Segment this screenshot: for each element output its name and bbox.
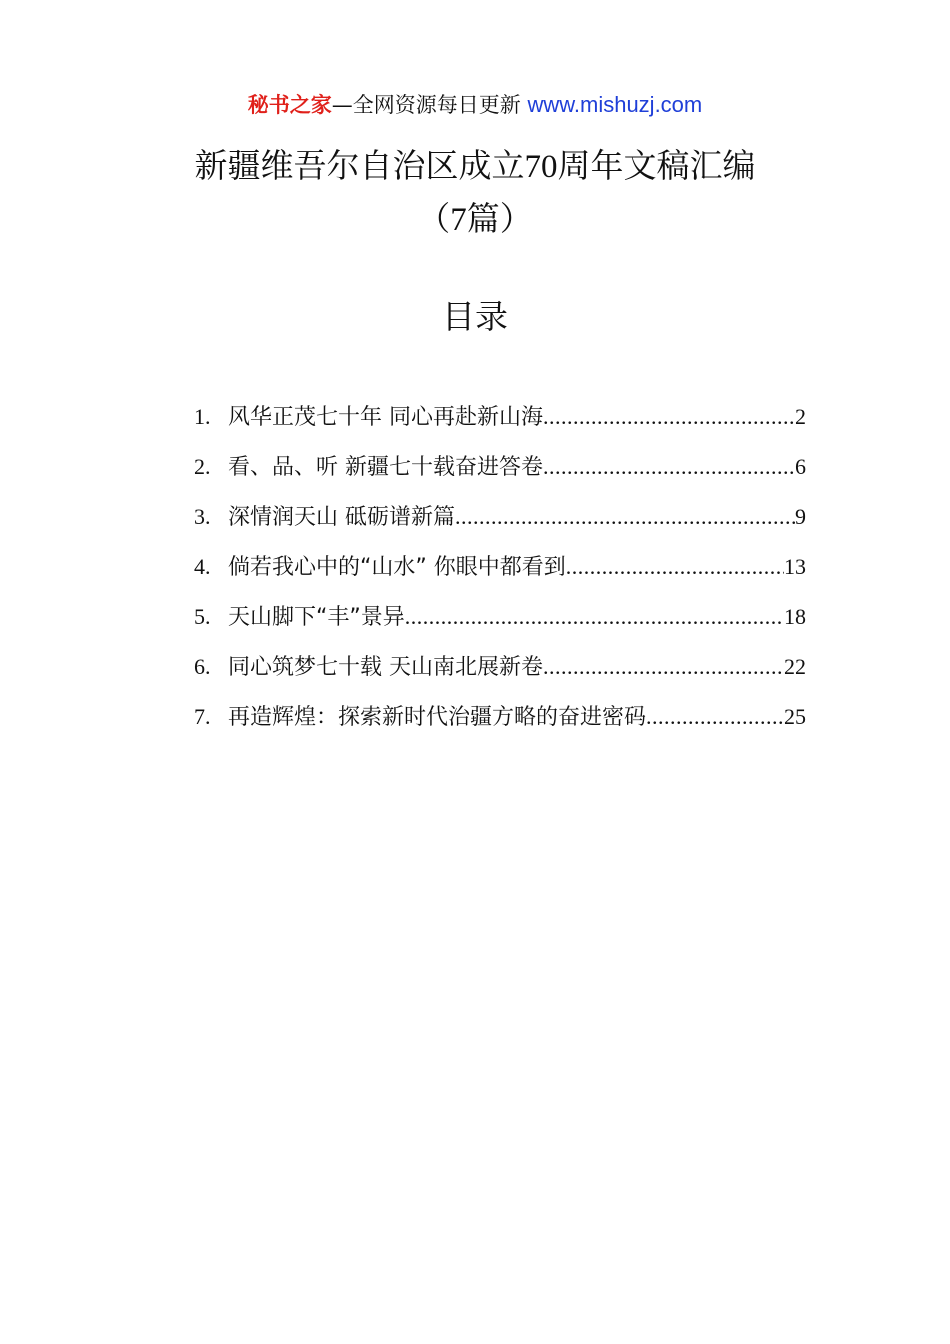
title-text-part-1: 新疆维吾尔自治区成立 bbox=[194, 146, 525, 185]
toc-dot-leader bbox=[455, 492, 795, 542]
toc-entry-2[interactable] bbox=[194, 442, 806, 492]
toc-entry-number: 7. bbox=[194, 704, 211, 729]
toc-entry-number: 2. bbox=[194, 454, 211, 479]
toc-heading: 目录 bbox=[442, 297, 508, 336]
toc-entry-title: 同心筑梦七十载 天山南北展新卷 bbox=[228, 655, 543, 680]
toc-entry-4[interactable] bbox=[194, 542, 806, 592]
toc-entry-page: 6 bbox=[795, 454, 806, 479]
toc-entry-7[interactable] bbox=[194, 692, 806, 742]
toc-entry-title: 再造辉煌：探索新时代治疆方略的奋进密码 bbox=[228, 705, 647, 730]
toc-list bbox=[194, 392, 806, 742]
brand-name: 秘书之家 bbox=[247, 93, 332, 117]
toc-dot-leader bbox=[646, 692, 784, 742]
site-header bbox=[0, 88, 950, 122]
toc-dot-leader bbox=[543, 392, 795, 442]
toc-dot-leader bbox=[543, 642, 784, 692]
title-anniversary-number: 70 bbox=[524, 149, 558, 185]
toc-entry-5[interactable] bbox=[194, 592, 806, 642]
toc-entry-title: 倘若我心中的“山水” 你眼中都看到 bbox=[228, 555, 566, 580]
toc-entry-page: 22 bbox=[784, 654, 806, 679]
toc-entry-title: 深情润天山 砥砺谱新篇 bbox=[228, 505, 455, 530]
toc-entry-page: 25 bbox=[784, 704, 806, 729]
toc-dot-leader bbox=[566, 542, 784, 592]
toc-entry-page: 13 bbox=[784, 554, 806, 579]
toc-dot-leader bbox=[405, 592, 784, 642]
toc-entry-title: 风华正茂七十年 同心再赴新山海 bbox=[228, 405, 543, 430]
toc-entry-number: 4. bbox=[194, 554, 211, 579]
toc-entry-page: 18 bbox=[784, 604, 806, 629]
title-paren-close: ） bbox=[499, 199, 533, 238]
title-article-count: 7 bbox=[450, 202, 467, 238]
document-title bbox=[0, 140, 950, 246]
toc-entry-page: 2 bbox=[795, 404, 806, 429]
toc-entry-title: 天山脚下“丰”景异 bbox=[228, 605, 405, 630]
site-url-link[interactable]: www.mishuzj.com bbox=[527, 92, 703, 117]
toc-entry-number: 3. bbox=[194, 504, 211, 529]
title-paren-open: （ bbox=[417, 199, 451, 238]
toc-entry-1[interactable] bbox=[194, 392, 806, 442]
toc-entry-number: 1. bbox=[194, 404, 211, 429]
header-slogan: —全网资源每日更新 bbox=[331, 93, 521, 117]
toc-entry-number: 5. bbox=[194, 604, 211, 629]
toc-entry-6[interactable] bbox=[194, 642, 806, 692]
toc-entry-number: 6. bbox=[194, 654, 211, 679]
toc-entry-page: 9 bbox=[795, 504, 806, 529]
title-text-part-2: 周年文稿汇编 bbox=[557, 146, 756, 185]
title-article-unit: 篇 bbox=[466, 199, 500, 238]
toc-entry-title: 看、品、听 新疆七十载奋进答卷 bbox=[228, 455, 543, 480]
toc-dot-leader bbox=[543, 442, 795, 492]
toc-entry-3[interactable] bbox=[194, 492, 806, 542]
